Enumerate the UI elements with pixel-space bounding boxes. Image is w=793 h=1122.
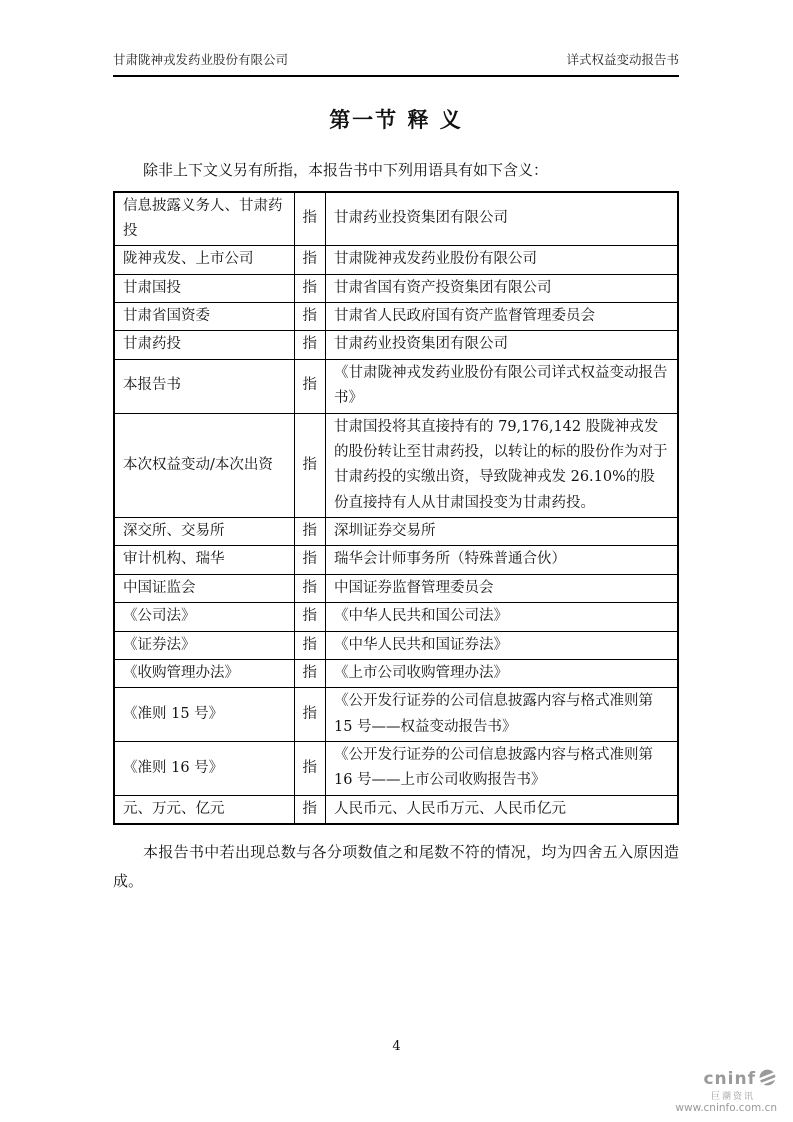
watermark-brand-line — [675, 1068, 777, 1091]
term-cell: 信息披露义务人、甘肃药投 — [114, 192, 294, 246]
definition-row — [114, 192, 678, 246]
closing-note: 本报告书中若出现总数与各分项数值之和尾数不符的情况，均为四舍五入原因造成。 — [113, 843, 679, 890]
link-cell: 指 — [294, 795, 326, 824]
link-cell: 指 — [294, 603, 326, 631]
definition-row — [114, 659, 678, 687]
page-content — [113, 0, 679, 895]
definition-cell: 《公开发行证券的公司信息披露内容与格式准则第 15 号——权益变动报告书》 — [326, 688, 679, 742]
definitions-table-body — [114, 192, 678, 825]
term-cell: 深交所、交易所 — [114, 518, 294, 546]
definition-row — [114, 742, 678, 796]
term-cell: 本报告书 — [114, 359, 294, 413]
term-cell: 《准则 16 号》 — [114, 742, 294, 796]
definition-row — [114, 359, 678, 413]
term-cell: 本次权益变动/本次出资 — [114, 413, 294, 518]
term-cell: 甘肃国投 — [114, 274, 294, 302]
link-cell: 指 — [294, 574, 326, 602]
definition-row — [114, 518, 678, 546]
definition-row — [114, 246, 678, 274]
definition-cell: 《甘肃陇神戎发药业股份有限公司详式权益变动报告书》 — [326, 359, 679, 413]
definition-row — [114, 631, 678, 659]
definition-row — [114, 413, 678, 518]
page-number: 4 — [392, 1039, 401, 1054]
term-cell: 中国证监会 — [114, 574, 294, 602]
header-report-type: 详式权益变动报告书 — [566, 52, 679, 67]
definitions-table — [113, 191, 679, 826]
link-cell: 指 — [294, 659, 326, 687]
definition-row — [114, 795, 678, 824]
section-title: 第一节 释 义 — [329, 107, 463, 132]
term-cell: 甘肃省国资委 — [114, 303, 294, 331]
definition-cell: 《中华人民共和国公司法》 — [326, 603, 679, 631]
term-cell: 元、万元、亿元 — [114, 795, 294, 824]
link-cell: 指 — [294, 546, 326, 574]
cninfo-swirl-icon — [758, 1068, 777, 1091]
definition-cell: 《公开发行证券的公司信息披露内容与格式准则第 16 号——上市公司收购报告书》 — [326, 742, 679, 796]
definition-cell: 甘肃药业投资集团有限公司 — [326, 192, 679, 246]
definition-cell: 深圳证券交易所 — [326, 518, 679, 546]
definition-cell: 甘肃陇神戎发药业股份有限公司 — [326, 246, 679, 274]
definition-cell: 中国证券监督管理委员会 — [326, 574, 679, 602]
watermark-chinese-name: 巨潮资讯 — [710, 1091, 755, 1102]
document-header — [113, 0, 679, 77]
link-cell: 指 — [294, 303, 326, 331]
cninfo-watermark — [675, 1068, 777, 1114]
definition-row — [114, 303, 678, 331]
link-cell: 指 — [294, 413, 326, 518]
term-cell: 陇神戎发、上市公司 — [114, 246, 294, 274]
term-cell: 《证券法》 — [114, 631, 294, 659]
term-cell: 《收购管理办法》 — [114, 659, 294, 687]
term-cell: 甘肃药投 — [114, 331, 294, 359]
link-cell: 指 — [294, 688, 326, 742]
term-cell: 《准则 15 号》 — [114, 688, 294, 742]
term-cell: 《公司法》 — [114, 603, 294, 631]
definition-row — [114, 603, 678, 631]
definition-row — [114, 331, 678, 359]
definition-cell: 瑞华会计师事务所（特殊普通合伙） — [326, 546, 679, 574]
definition-row — [114, 688, 678, 742]
definition-cell: 甘肃省人民政府国有资产监督管理委员会 — [326, 303, 679, 331]
definition-row — [114, 574, 678, 602]
definition-cell: 甘肃国投将其直接持有的 79,176,142 股陇神戎发的股份转让至甘肃药投，以转让的标的股份作为对于甘肃药投的实缴出资，导致陇神戎发 26.10%的股份直接持有人从甘肃国投变为甘肃药投。 — [326, 413, 679, 518]
link-cell: 指 — [294, 246, 326, 274]
watermark-website: www.cninfo.com.cn — [675, 1101, 777, 1114]
term-cell: 审计机构、瑞华 — [114, 546, 294, 574]
definition-cell: 《中华人民共和国证券法》 — [326, 631, 679, 659]
link-cell: 指 — [294, 192, 326, 246]
definition-row — [114, 546, 678, 574]
intro-paragraph: 除非上下文义另有所指，本报告书中下列用语具有如下含义： — [143, 161, 549, 179]
link-cell: 指 — [294, 742, 326, 796]
definition-cell: 甘肃省国有资产投资集团有限公司 — [326, 274, 679, 302]
header-company-name: 甘肃陇神戎发药业股份有限公司 — [113, 52, 289, 67]
watermark-brand-text: cninf — [703, 1069, 756, 1090]
link-cell: 指 — [294, 331, 326, 359]
link-cell: 指 — [294, 274, 326, 302]
link-cell: 指 — [294, 518, 326, 546]
link-cell: 指 — [294, 631, 326, 659]
definition-cell: 甘肃药业投资集团有限公司 — [326, 331, 679, 359]
definition-row — [114, 274, 678, 302]
link-cell: 指 — [294, 359, 326, 413]
definition-cell: 人民币元、人民币万元、人民币亿元 — [326, 795, 679, 824]
definition-cell: 《上市公司收购管理办法》 — [326, 659, 679, 687]
